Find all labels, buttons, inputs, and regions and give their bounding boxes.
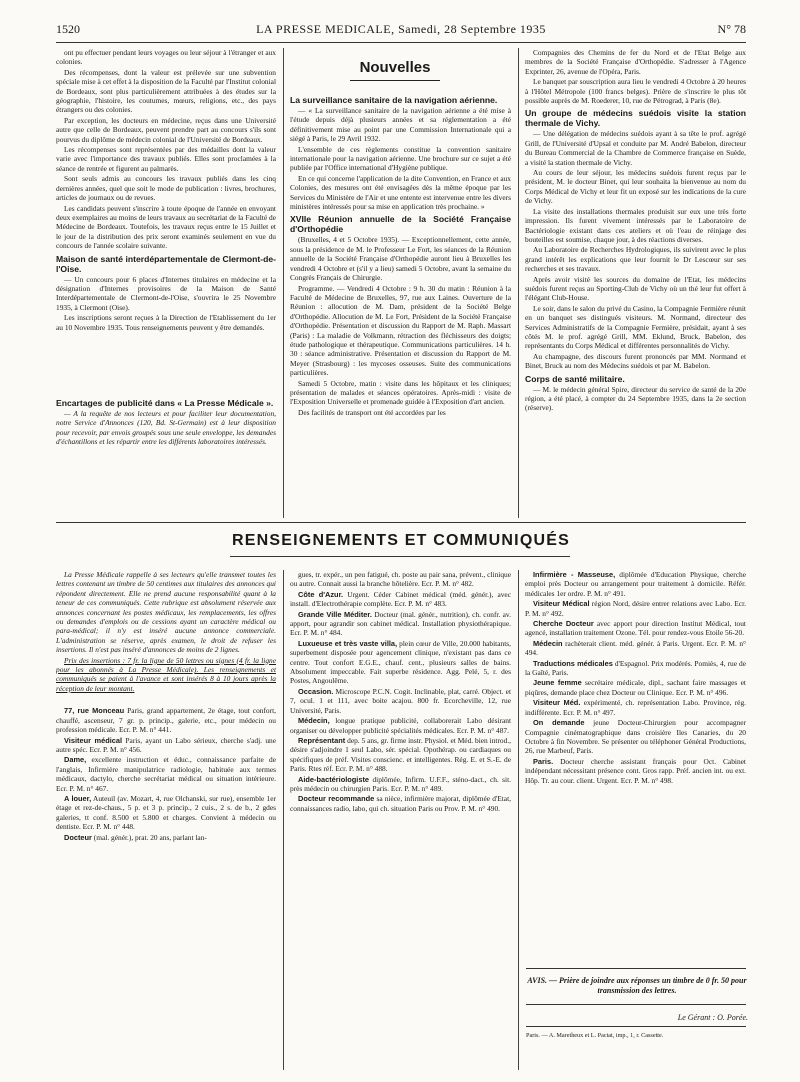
ad-text: sa nièce, infirmière majorat, diplômée d'Etat, connaissances radio, labo, qui ch. situation Paris ou Prov. P. M. n° 490. bbox=[290, 794, 511, 813]
ad-text: Microscope P.C.N. Cogit. Inclinable, plat, carré. Object. et 7, ocul. 1 et 111, avec boite acajou. 800 fr. Ecorcheville, 12, rue Université, Paris. bbox=[290, 686, 511, 715]
article-paragraph: La visite des installations thermales produisit sur eux une très forte impression. Ils furent vivement intéressés par le Laboratoire de Bactériologie existant dans ces ateliers et où l'eau de réinjage des bouteilles est soumise, chaque jour, à des réactions diverses. bbox=[525, 206, 746, 244]
ad-text: diplômée d'Education Physique, cherche emploi près Docteur ou arrangement pour traitement à domicile. Référ. médicales 1er ordre. P. M. n° 491. bbox=[525, 570, 746, 598]
classified-ad bbox=[525, 570, 746, 598]
ad-title: Docteur recommande bbox=[298, 794, 375, 804]
article-paragraph: Au Laboratoire de Recherches Hydrologiques, ils suivirent avec le plus grand intérêt les explications que leur fournit le Dr Lescœur sur ses recherches et ses travaux. bbox=[525, 245, 746, 274]
classified-ad bbox=[56, 736, 276, 755]
ad-text: longue pratique publicité, collaborerait Labo désirant organiser ou développer publicité spécialités médicales. Ecr. P. M. n° 487. bbox=[290, 716, 511, 735]
ad-title: Infirmière - Masseuse, bbox=[533, 570, 616, 579]
ad-title: On demande bbox=[533, 718, 585, 728]
classified-ad bbox=[56, 794, 276, 832]
classified-ad bbox=[290, 794, 511, 813]
article-paragraph: — A la requête de nos lecteurs et pour faciliter leur documentation, notre Service d'Annonces (120, Bd. St-Germain) est à leur disposition pour recevoir, par envois groupés sous une seule enveloppe, les demandes d'échantillons et les répartir entre les différents laboratoires intéressés. bbox=[56, 408, 276, 447]
ad-title: Visiteur médical bbox=[64, 735, 123, 745]
ad-title: Visiteur Médical bbox=[533, 599, 590, 609]
ad-title: 77, rue Monceau bbox=[64, 706, 125, 716]
article-paragraph: Sont seuls admis au concours les travaux publiés dans les cinq dernières années, quel que soit le mode de publication : livres, brochures, articles de journaux ou de revues. bbox=[56, 174, 276, 203]
ad-text: Docteur (mal. génér., nutrition), ch. confr. av. apport, pour agrandir son cabinet médical. Installation physiothérapique. Ecr. P. M. n° 484. bbox=[290, 609, 511, 638]
ad-title: Côte d'Azur. bbox=[298, 589, 344, 599]
classified-ad bbox=[525, 698, 746, 717]
ad-text: jeune Docteur-Chirurgien pour accompagner Compagnie cinématographique dans croisière Iles Canaries, du 20 Octobre à fin Novembre. Se présenter ou téléphoner Général Productions, 26, rue Marbeuf, Paris. bbox=[525, 718, 746, 756]
column-divider bbox=[518, 48, 519, 518]
imprint-rule bbox=[526, 1026, 746, 1027]
ad-title: Occasion. bbox=[298, 686, 334, 696]
nouvelles-heading: Nouvelles bbox=[298, 58, 492, 88]
classified-ad bbox=[290, 610, 511, 638]
printer-imprint: Paris. — A. Maretheux et L. Pactat, imp., 1, r. Cassette. bbox=[526, 1032, 664, 1039]
classified-ad bbox=[525, 678, 746, 697]
column-divider bbox=[283, 48, 284, 518]
ad-title: Médecin, bbox=[298, 716, 330, 726]
ad-text: excellente instruction et éduc., connaissance parfaite de l'anglais, Infirmière manipulatrice radiologie, habituée aux termes médicaux, dactylo, cherche secrétariat médical ou situation intérieure. Ecr. P. M. n° 467. bbox=[56, 755, 276, 793]
ad-text: secrétaire médicale, dipl., sachant faire massages et piqûres, demande place chez Docteur ou Clinique. Ecr. P. M. n° 496. bbox=[525, 678, 746, 697]
article-paragraph: En ce qui concerne l'application de la dite Convention, en France et aux Colonies, des mesures ont été envisagées dès la même époque par les Services du Ministère de l'Air et une entente est intervenue entre les divers ministères intéressés pour sa mise en application très prochaine. » bbox=[290, 173, 511, 212]
ad-text: Auteuil (av. Mozart, 4, rue Olchanski, sur rue), ensemble 1er étage et rez-de-chaus., 5 p. et 3 p. princip., 2 cuis., 2 s. de b., 2 gdes galeries, tt conf. 8.500 et 5.800 et charges. Convient à médecin ou dentiste. Ecr. P. M. n° 448. bbox=[56, 793, 276, 832]
classified-ad bbox=[525, 718, 746, 756]
article-paragraph: (Bruxelles, 4 et 5 Octobre 1935). — Exceptionnellement, cette année, sous la présidence de M. le Professeur Le Fort, les séances de la Réunion annuelle de la Société Française d'Orthopédie auront lieu à Bruxelles les vendredi 4 Octobre et (s'il y a lieu) samedi 5 Octobre, avant la semaine du Congrès Français de Chirurgie. bbox=[290, 235, 511, 283]
section-title: RENSEIGNEMENTS ET COMMUNIQUÉS bbox=[232, 532, 570, 549]
issue-number: N° 78 bbox=[717, 22, 746, 36]
classified-ad bbox=[56, 755, 276, 793]
section-rule bbox=[56, 522, 746, 523]
classified-ad bbox=[525, 639, 746, 658]
avis-rule-bottom bbox=[526, 1004, 746, 1005]
column-divider bbox=[283, 570, 284, 1070]
article-paragraph: Des récompenses, dont la valeur est prélevée sur une subvention spéciale mise à cet effet à la disposition de la Faculté par l'Institut colonial de Bordeaux, sont plus particulièrement attribuées à des études sur la géographie, l'histoire, les coutumes, mœurs, religions, etc., des pays étrangers ou des colonies. bbox=[56, 67, 276, 115]
article-heading: La surveillance sanitaire de la navigation aérienne. bbox=[290, 95, 498, 105]
ad-text: (mal. génér.), prat. 20 ans, parlant lan- bbox=[93, 832, 207, 842]
article-paragraph: Les récompenses sont représentées par des médailles dont la valeur varie avec l'importance des travaux publiés. Elles sont proclamées à la séance de rentrée et figurent au palmarès. bbox=[56, 145, 276, 173]
classifieds-column-3 bbox=[525, 570, 746, 965]
classified-ad bbox=[525, 757, 746, 785]
column-right bbox=[525, 48, 746, 518]
ad-text: Docteur cherche assistant français pour Oct. Cabinet indépendant nécessitant présence cont. Gros rapp. Préf. ancien int. ou ext. Hôp. Tr. au cour. client. Urgent. Ecr. P. M. n° 498. bbox=[525, 756, 746, 785]
classified-ad bbox=[525, 599, 746, 618]
classified-ad bbox=[56, 833, 276, 842]
article-paragraph: Le soir, dans le salon du privé du Casino, la Compagnie Fermière réunit en un banquet ses distingués visiteurs. M. Normand, directeur des Services Administratifs de la Compagnie Fermière, présidait, ayant à ses côtés M. le prof. agrégé Grill, MM. Eklund, Bruck, Babelon, des représentants du Corps Médical et différentes personnalités de Vichy. bbox=[525, 303, 746, 351]
avis-rule-top bbox=[526, 968, 746, 969]
classified-ad bbox=[290, 716, 511, 735]
article-paragraph: Compagnies des Chemins de fer du Nord et de l'Etat Belge aux membres de la Société Française d'Orthopédie. S'adresser à l'Agence Exprinter, 26, avenue de l'Opéra, Paris. bbox=[525, 48, 746, 76]
ad-text: Urgent. Céder Cabinet médical (méd. génér.), avec install. d'Electrothérapie complète. Ecr. P. M. n° 483. bbox=[290, 589, 511, 609]
article-paragraph: Les inscriptions seront reçues à la Direction de l'Etablissement du 1er au 10 Novembre 1935. Tous renseignements peuvent y être demandés. bbox=[56, 313, 276, 332]
classified-ad bbox=[290, 570, 511, 589]
article-paragraph: L'ensemble de ces règlements constitue la convention sanitaire internationale pour la navigation aérienne. Une brochure sur ce sujet a été publiée par l'Office international d'Hygiène publique. bbox=[290, 144, 511, 173]
ad-text: région Nord, désire entrer relations avec Labo. Ecr. P. M. n° 492. bbox=[525, 599, 746, 618]
column-center bbox=[290, 92, 511, 518]
article-paragraph: Samedi 5 Octobre, matin : visite dans les hôpitaux et les cliniques; présentation de malades et séances opératoires. Après-midi : visite de l'Exposition Universelle et promenade guidée à l'Exposition d'art ancien. bbox=[290, 378, 511, 407]
classified-ad bbox=[525, 659, 746, 678]
ad-title: Aide-bactériologiste bbox=[298, 774, 370, 784]
ad-title: Dame, bbox=[64, 755, 87, 765]
ad-title: Docteur bbox=[64, 832, 92, 842]
classifieds-column-1 bbox=[56, 570, 276, 1075]
article-paragraph: — M. le médecin général Spire, directeur du service de santé de la 20e région, a été placé, à compter du 24 Septembre 1935, dans la 2e section (réserve). bbox=[525, 384, 746, 413]
ad-text: plein cœur de Ville, 20.000 habitants, superbement disposée pour agencement clinique, n'existant pas dans ce centre. Tout confort E.G.E., chauf. cent., plusieurs salles de bains. Absolument impeccable. Fait superbe résidence. Agg. Pelé, 5, r. des Postes, Angoulême. bbox=[290, 638, 511, 686]
article-heading: XVIIe Réunion annuelle de la Société Française d'Orthopédie bbox=[290, 214, 511, 235]
classified-ad bbox=[525, 619, 746, 638]
article-paragraph: — « La surveillance sanitaire de la navigation aérienne a été mise à l'étude depuis déjà plusieurs années et sa réglementation a été définitivement mise au point par une Commission Internationale qui a siégé à Paris, le 29 Avril 1932. bbox=[290, 106, 511, 144]
article-paragraph: — Une délégation de médecins suédois ayant à sa tête le prof. agrégé Grill, de l'Université d'Upsal et conduite par M. André Babelon, directeur du Bureau Commercial de la Chambre de Commerce française en Suède, a visité la station thermale de Vichy. bbox=[525, 129, 746, 167]
article-heading: Corps de santé militaire. bbox=[525, 373, 625, 384]
article-paragraph: Le banquet par souscription aura lieu le vendredi 4 Octobre à 20 heures à l'Hôtel Métropole (100 francs belges). Prière de s'inscrire le plus tôt possible auprès de M. Roederer, 10, rue de Pétrograd, à Paris (8e). bbox=[525, 77, 746, 106]
article-paragraph: — Un concours pour 6 places d'Internes titulaires en médecine et la désignation d'Internes provisoires de la Maison de Santé Interdépartementale de Clermont-de-l'Oise, s'ouvrira le 25 Novembre 1935, à Clermont (Oise). bbox=[56, 274, 276, 312]
ad-title: A louer, bbox=[64, 793, 92, 803]
ad-title: Médecin bbox=[533, 638, 563, 648]
ad-title: Luxueuse et très vaste villa, bbox=[298, 638, 398, 648]
ad-title: Grande Ville Méditer. bbox=[298, 609, 372, 619]
rubric-intro: La Presse Médicale rappelle à ses lecteurs qu'elle transmet toutes les lettres contenant un timbre de 50 centimes aux titulaires des annonces qui répondent directement. Elle ne prend aucune responsabilité quant à la teneur de ces communiqués. Cette rubrique est absolument réservée aux annonces concernant les postes médicaux, les remplacements, les offres ou demandes d'emplois ou de cessions ayant un caractère médical ou para-médical; il n'y est inséré aucune annonce commerciale. L'administration se réserve, après examen, le droit de refuser les insertions. Il n'est pas inséré d'annonces de moins de 2 lignes. bbox=[56, 570, 276, 655]
ad-text: expérimenté, ch. représentation Labo. Province, rég. indifférente. Ecr. P. M. n° 497. bbox=[525, 698, 746, 717]
article-paragraph: Au cours de leur séjour, les médecins suédois furent reçus par le président, M. le docteur Binet, qui leur souhaita la bienvenue au nom du Corps Médical de Vichy et leur fit un exposé sur les indications de la cure de Vichy. bbox=[525, 168, 746, 206]
ad-text: gues, tr. expér., un peu fatigué, ch. poste au pair sana, prévent., clinique ou autre. Connait aussi la branche hôtelière. Ecr. P. M. n° 482. bbox=[290, 570, 511, 589]
classified-ad bbox=[56, 706, 276, 734]
article-paragraph: Au champagne, des discours furent prononcés par MM. Normand et Binet, Bruck au nom des Médecins suédois et par M. Babelon. bbox=[525, 351, 746, 371]
article-paragraph: Après avoir visité les sources du domaine de l'Etat, les médecins suédois furent reçus au Sporting-Club de Vichy où un thé leur fut offert à l'élégant Club-House. bbox=[525, 274, 746, 303]
classified-ad bbox=[290, 775, 511, 794]
ad-text: Paris, grand appartement, 2e étage, tout confort, chauffé, ascenseur, 7 gr. p. princip., galerie, etc., pour médecin ou profession médicale. Ecr. P. M. n° 441. bbox=[56, 706, 276, 735]
ad-title: Représentant bbox=[298, 735, 346, 745]
journal-title: LA PRESSE MEDICALE, Samedi, 28 Septembre 1935 bbox=[256, 22, 546, 36]
page-number: 1520 bbox=[56, 22, 80, 36]
ad-text: diplômée, Infirm. U.F.F., sténo-dact., ch. sit. près médecin ou chirurgien Paris. Ecr. P. M. n° 489. bbox=[290, 774, 511, 793]
ad-text: dep. 5 ans, gr. firme instr. Physiol. et Méd. bien introd., désire s'adjoindre 1 seul Labo, sér. spécial. Opothérap. ou cardiaques ou spécifiques de préf. Visites conscienc. et intelligentes. Rég. E. et S.-E. de Paris. Rtes réf. Ecr. P. M. n° 488. bbox=[290, 735, 511, 774]
header-rule bbox=[56, 42, 746, 43]
page-header bbox=[56, 22, 746, 40]
article-paragraph: Par exception, les docteurs en médecine, reçus dans une Université autre que celle de Bordeaux, peuvent prendre part au concours s'ils sont pourvus du diplôme de médecin colonial de l'Université de Bordeaux. bbox=[56, 115, 276, 144]
ad-text: d'Espagnol. Prix modérés. Pomiès, 4, rue de la Gaîté, Paris. bbox=[525, 658, 746, 678]
ad-title: Jeune femme bbox=[533, 678, 582, 688]
article-paragraph: Les candidats peuvent s'inscrire à toute époque de l'année en envoyant deux exemplaires au moins de leurs travaux au secrétariat de la Faculté de Médecine de Bordeaux. Toutefois, les travaux reçus entre le 15 Juillet et le jour de la distribution des prix seront examinés seulement en vue du concours de l'année scolaire suivante. bbox=[56, 203, 276, 251]
classifieds-column-2 bbox=[290, 570, 511, 1075]
ad-text: rachèterait client. méd. génér. à Paris. Urgent. Ecr. P. M. n° 494. bbox=[525, 638, 746, 658]
article-heading: Maison de santé interdépartementale de Clermont-de-l'Oise. bbox=[56, 253, 276, 274]
avis-notice: AVIS. — Prière de joindre aux réponses un timbre de 0 fr. 50 pour transmission des lettres. bbox=[527, 976, 747, 995]
ad-text: Paris, ayant un Labo sérieux, cherche s'adj. une autre spéc. Ecr. P. M. n° 456. bbox=[56, 735, 276, 754]
article-paragraph: Des facilités de transport ont été accordées par les bbox=[298, 407, 446, 417]
ad-title: Traductions médicales bbox=[533, 658, 613, 668]
ad-title: Visiteur Méd. bbox=[533, 698, 581, 708]
ad-text: avec apport pour direction Institut Médical, tout agencé, installation traitement Ozone. Tél. pour rendez-vous Etoile 56-20. bbox=[525, 619, 746, 638]
ad-title: Paris. bbox=[533, 756, 554, 766]
rubric-prices: Prix des insertions : 7 fr. la ligne de 50 lettres ou signes (4 fr. la ligne pour les abonnés à La Presse Médicale). Les renseignements et communiqués se paient à l'avance et sont insérés 8 à 10 jours après la réception de leur montant. bbox=[56, 655, 276, 693]
article-paragraph: Programme. — Vendredi 4 Octobre : 9 h. 30 du matin : Réunion à la Faculté de Médecine de Bruxelles, 97, rue aux Laines. Ouverture de la Réunion : allocution de M. Dam, président de la Société Belge d'Orthopédie. Allocution de M. Le Fort, Président de la Société Française d'Orthopédie. Présentation et discussion du Rapport de M. Raph. Massart (Paris) : La maladie de Volkmann, rétraction des fléchisseurs des doigts; étude pathologique et thérapeutique. Communications particulières. 14 h. 30 : séance administrative. Présentation et discussion du Rapport de M. Meyer (Strasbourg) : les mycoses osseuses. Suite des communications particulières. bbox=[290, 283, 511, 378]
classified-ad bbox=[290, 736, 511, 774]
classified-ad bbox=[290, 639, 511, 686]
column-left bbox=[56, 48, 276, 518]
column-divider bbox=[518, 570, 519, 1070]
section-title-rule bbox=[230, 556, 570, 557]
article-heading: Un groupe de médecins suédois visite la station thermale de Vichy. bbox=[525, 108, 746, 129]
article-heading: Encartages de publicité dans « La Presse Médicale ». bbox=[56, 397, 274, 408]
article-paragraph: ont pu effectuer pendant leurs voyages ou leur séjour à l'étranger et aux colonies. bbox=[56, 48, 276, 67]
classified-ad bbox=[290, 687, 511, 715]
classified-ad bbox=[290, 590, 511, 609]
gerant-signature: Le Gérant : O. Porée. bbox=[677, 1013, 748, 1022]
ad-title: Cherche Docteur bbox=[533, 619, 594, 629]
